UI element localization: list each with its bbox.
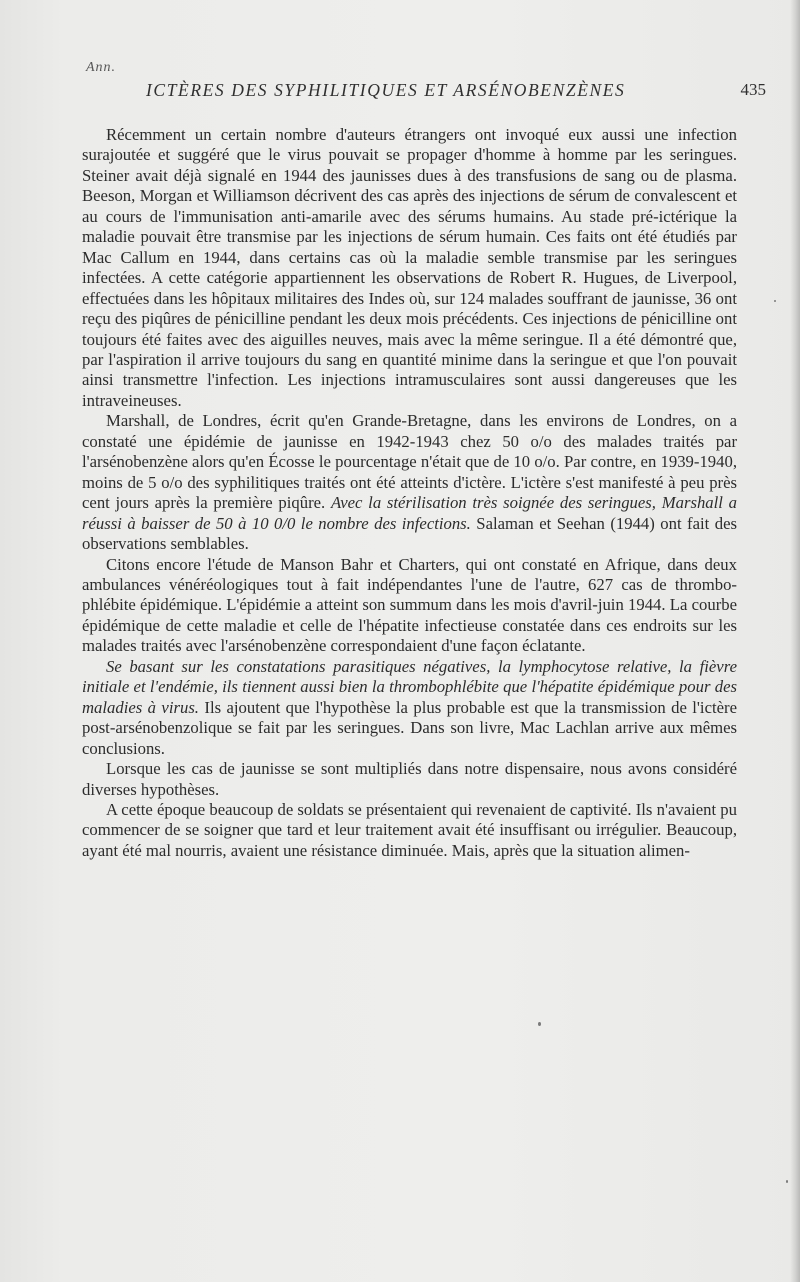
page-header xyxy=(86,60,766,110)
paragraph xyxy=(82,555,737,657)
paragraph xyxy=(82,657,737,759)
paragraph xyxy=(82,759,737,800)
page-number: 435 xyxy=(740,80,766,99)
italic-text: Avec la stérilisation très soignée des seringues, Marshall a réussi à baisser de 50 à 10 0/0 le nombre des infections. xyxy=(82,493,737,533)
running-title: ICTÈRES DES SYPHILITIQUES ET ARSÉNOBENZÈNES xyxy=(146,80,626,100)
paragraph xyxy=(82,125,737,411)
paragraph-text: Salaman et Seehan (1944) ont fait des observations semblables. xyxy=(82,513,737,554)
paragraph-text: Récemment un certain nombre d'auteurs étrangers ont invoqué eux aussi une infection surajoutée et suggéré que le virus pouvait se propager d'homme à homme par les seringues. Steiner avait déjà signalé en 1944 des jaunisses dues à des transfusions de sang ou de plasma. Beeson, Morgan et Williamson décrivent des cas après des injections de sérum de convalescent et au cours de l'immunisation anti-amarile avec des sérums humains. Au stade pré-ictérique la maladie pouvait être transmise par les injections de sérum humain. Ces faits ont été étudiés par Mac Callum en 1944, dans certains cas où la maladie semble transmise par les seringues infectées. A cette catégorie appartiennent les observations de Robert R. Hugues, de Liverpool, effectuées dans les hôpitaux militaires des Indes où, sur 124 malades souffrant de jaunisse, 36 ont reçu des piqûres de pénicilline pendant les deux mois précédents. Ces injections de pénicilline ont toujours été faites avec des aiguilles neuves, mais avec la même seringue. Il a été démontré que, par l'aspiration il arrive toujours du sang en quantité minime dans la seringue et que l'on pouvait ainsi transmettre l'infection. Les injections intramusculaires sont aussi dangereuses que les intraveineuses. xyxy=(82,125,737,410)
paragraph xyxy=(82,800,737,861)
page-edge-shadow xyxy=(790,0,800,1282)
scan-speck xyxy=(786,1180,788,1183)
scan-speck xyxy=(538,1022,541,1026)
paragraph xyxy=(82,411,737,554)
paragraph-text: Citons encore l'étude de Manson Bahr et Charters, qui ont constaté en Afrique, dans deux ambulances vénéréologiques tout à fait indépendantes l'une de l'autre, 627 cas de thrombo-phlébite épidémique. L'épidémie a atteint son summum dans les mois d'avril-juin 1944. La courbe épidémique de cette maladie et celle de l'hépatite infectieuse constatée dans ces endroits sur les malades traités avec l'arsénobenzène correspondaient d'une façon éclatante. xyxy=(82,554,737,656)
paragraph-text: Marshall, de Londres, écrit qu'en Grande-Bretagne, dans les environs de Londres, on a constaté une épidémie de jaunisse en 1942-1943 chez 50 o/o des malades traités par l'arsénobenzène alors qu'en Écosse le pourcentage n'était que de 10 o/o. Par contre, en 1939-1940, moins de 5 o/o des syphilitiques traités ont été atteints d'ictère. L'ictère s'est manifesté à peu près cent jours après la première piqûre. xyxy=(82,411,737,513)
paragraph-text: Lorsque les cas de jaunisse se sont multipliés dans notre dispensaire, nous avons considéré diverses hypothèses. xyxy=(82,759,737,799)
paragraph-text: Ils ajoutent que l'hypothèse la plus probable est que la transmission de l'ictère post-arsénobenzolique se fait par les seringues. Dans son livre, Mac Lachlan arrive aux mêmes conclusions. xyxy=(82,697,737,758)
body-text xyxy=(82,125,737,861)
italic-text: Se basant sur les constatations parasitiques négatives, la lymphocytose relative, la fièvre initiale et l'endémie, ils tiennent aussi bien la thrombophlébite que l'hépatite épidémique pour des maladies à virus. xyxy=(82,656,737,717)
scan-speck xyxy=(774,300,776,302)
margin-annotation: Ann. xyxy=(86,60,117,75)
paragraph-text: A cette époque beaucoup de soldats se présentaient qui revenaient de captivité. Ils n'avaient pu commencer de se soigner que tard et leur traitement avait été insuffisant ou irrégulier. Beaucoup, ayant été mal nourris, avaient une résistance diminuée. Mais, après que la situation alimen- xyxy=(82,799,737,860)
